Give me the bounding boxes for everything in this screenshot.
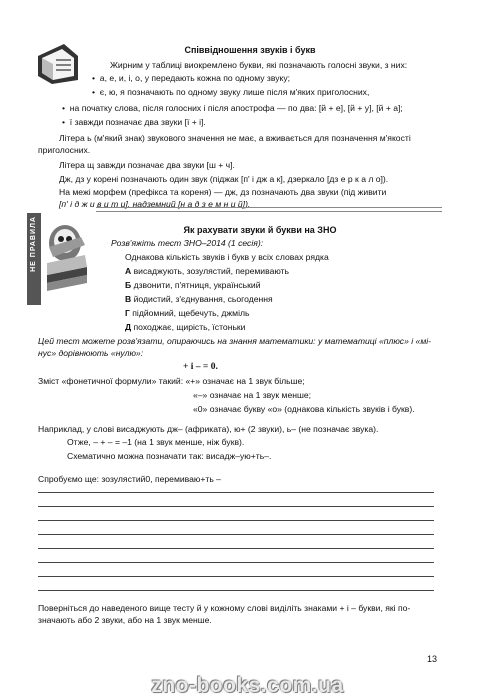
answer-option-letter: Б [125, 280, 132, 290]
page-number: 13 [427, 654, 438, 664]
try-line: Спробуємо ще: зозулястий0, перемиваю+ть – [38, 474, 221, 484]
answer-option-text: підйомний, щебечуть, джміль [132, 308, 250, 318]
section2-subtitle: Розв'яжіть тест ЗНО–2014 (1 сесія): [111, 238, 264, 248]
dzh-line-1: Дж, дз у корені позначають один звук (піджак [п' і дж а к], дзеркало [дз е р к а л о]). [59, 174, 389, 184]
writing-line[interactable] [38, 576, 434, 577]
soft-sign-line-2: приголосних. [38, 145, 91, 155]
answer-option-letter: Д [125, 322, 132, 332]
writing-line[interactable] [38, 548, 434, 549]
bullet-4: • ї завжди позначає два звуки [ї + і]. [62, 117, 206, 127]
soft-sign-line-1: Літера ь (м'який знак) звукового значення не має, а вживається для позначення м'якості [59, 133, 411, 143]
answer-option [125, 294, 273, 305]
section1-intro: Жирним у таблиці виокремлено букви, які позначають голосні звуки, з них: [110, 60, 408, 70]
return-line-2: значають або 2 звуки, або на 1 звук менше. [38, 615, 212, 625]
math-hint-1: Цей тест можете розв'язати, опираючись на знання математики: у математиці «плюс» і «мі- [38, 336, 431, 346]
test-question: Однакова кількість звуків і букв у всіх словах рядка [125, 252, 329, 262]
phonetic-title: Зміст «фонетичної формули» такий: «+» означає на 1 звук більше; [38, 376, 305, 386]
writing-line[interactable] [38, 492, 434, 493]
answer-option-text: дзвонити, п'ятниця, український [133, 280, 261, 290]
phonetic-minus: «–» означає на 1 звук менше; [193, 390, 312, 400]
bullet-3: • на початку слова, після голосних і після апострофа — по два: [й + е], [й + у], [й + а]; [62, 103, 403, 113]
answer-option [125, 322, 245, 333]
answer-option-letter: Г [125, 308, 130, 318]
math-hint-2: нус» дорівнюють «нулю»: [38, 348, 144, 358]
answer-option-text: йодистий, з'єднування, сьогодення [133, 294, 273, 304]
answer-option-letter: А [125, 266, 132, 276]
dzh-line-2: На межі морфем (префікса та кореня) — дж, дз позначають два звуки (під живити [59, 187, 387, 197]
watermark: zno-books.com.ua [151, 674, 344, 697]
section-separator [96, 207, 442, 212]
shch-line: Літера щ завжди позначає два звуки [ш + ч]. [59, 160, 235, 170]
side-label: НЕ ПРАВИЛА [29, 216, 37, 272]
answer-option-text: походжає, щирість, їстоньки [133, 322, 246, 332]
formula: + і – = 0. [183, 362, 218, 372]
writing-line[interactable] [38, 506, 434, 507]
bullet-2: • є, ю, я позначають по одному звуку лише після м'яких приголосних, [92, 87, 370, 97]
section1-title: Співвідношення звуків і букв [184, 45, 316, 55]
writing-line[interactable] [38, 534, 434, 535]
answer-option [125, 308, 249, 319]
return-line-1: Поверніться до наведеного вище тесту й у кожному слові виділіть знаками + і – букви, які по- [38, 603, 411, 613]
bullet-dot-icon: • [92, 73, 100, 83]
bullet-dot-icon: • [62, 117, 70, 127]
answer-option-letter: В [125, 294, 132, 304]
example-line-1: Наприклад, у слові висаджують дж– (африката), ю+ (2 звуки), ь– (не позначає звука). [38, 424, 379, 434]
bullet-1: • а, е, и, і, о, у передають кожна по одному звуку; [92, 73, 291, 83]
example-line-2: Отже, – + – = –1 (на 1 звук менше, ніж букв). [67, 437, 245, 447]
bullet-dot-icon: • [62, 103, 70, 113]
writing-line[interactable] [38, 590, 434, 591]
answer-option [125, 280, 261, 291]
answer-option-text: висаджують, зозулястий, перемивають [133, 266, 290, 276]
section2-title: Як рахувати звуки й букви на ЗНО [183, 225, 337, 235]
bullet-dot-icon: • [92, 87, 100, 97]
writing-line[interactable] [38, 562, 434, 563]
answer-option [125, 266, 289, 277]
example-line-3: Схематично можна позначати так: висадж–ую+ть–. [67, 451, 272, 461]
phonetic-zero: «0» означає букву «о» (однакова кількість звуків і букв). [193, 404, 415, 414]
writing-line[interactable] [38, 520, 434, 521]
dzh-line-3: [п' і д ж и в и т и], надземний [н а д з е м н и й]). [59, 199, 251, 209]
